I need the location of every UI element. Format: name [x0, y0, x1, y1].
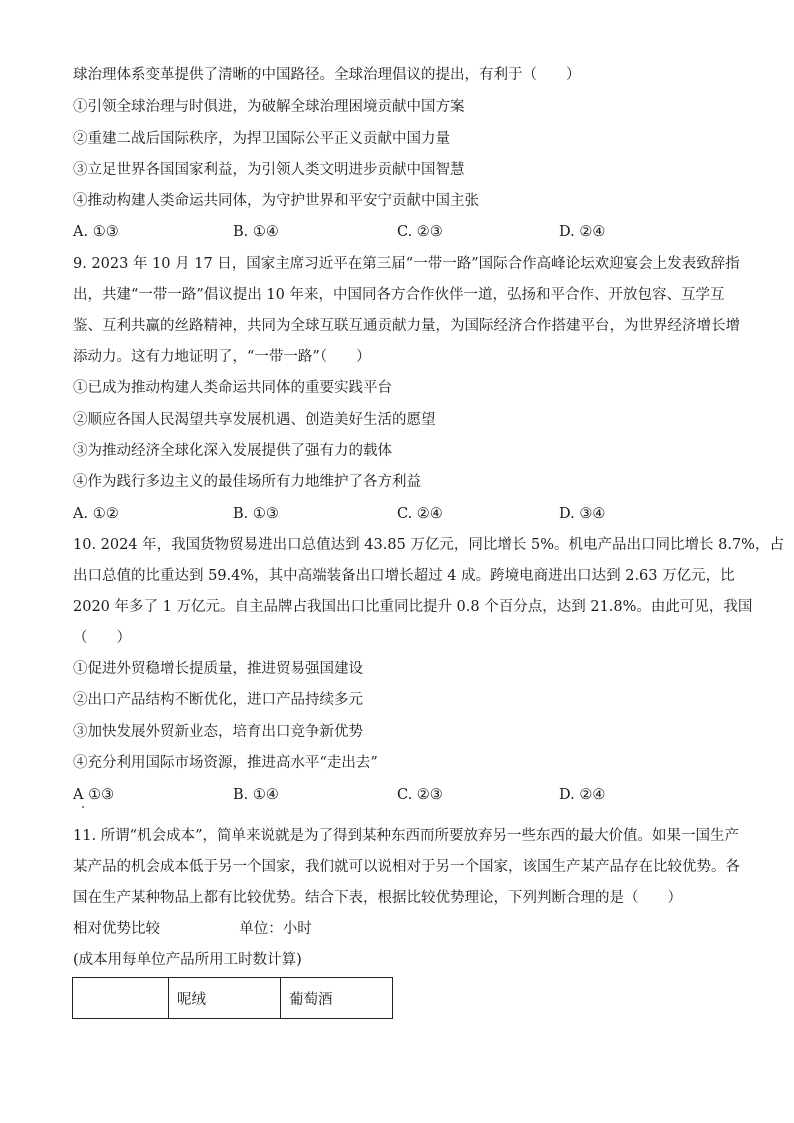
- table-unit: 单位：小时: [239, 921, 312, 937]
- q9-option-d[interactable]: D. ③④: [559, 506, 606, 522]
- q8-item-1: ①引领全球治理与时俱进，为破解全球治理困境贡献中国方案: [73, 99, 465, 115]
- q10-option-a[interactable]: A ①③: [73, 787, 115, 803]
- q10-stem-line-2: 出口总值的比重达到 59.4%，其中高端装备出口增长超过 4 成。跨境电商进出口达到 2.63 万亿元，比: [73, 568, 735, 584]
- table-title: 相对优势比较: [73, 921, 160, 937]
- table-header-cell: [73, 978, 169, 1019]
- q8-option-d[interactable]: D. ②④: [559, 224, 606, 240]
- q9-stem-line-1: 9. 2023 年 10 月 17 日，国家主席习近平在第三届“一带一路”国际合作高峰论坛欢迎宴会上发表致辞指: [73, 256, 740, 272]
- q8-option-c[interactable]: C. ②③: [397, 224, 443, 240]
- q9-item-1: ①已成为推动构建人类命运共同体的重要实践平台: [73, 380, 392, 396]
- q11-stem-line-1: 11. 所谓“机会成本”，简单来说就是为了得到某种东西而所要放弃另一些东西的最大价值。如果一国生产: [73, 828, 739, 844]
- q11-stem-line-2: 某产品的机会成本低于另一个国家，我们就可以说相对于另一个国家，该国生产某产品存在比较优势。各: [73, 859, 740, 875]
- q9-item-2: ②顺应各国人民渴望共享发展机遇、创造美好生活的愿望: [73, 412, 436, 428]
- q9-option-b[interactable]: B. ①③: [233, 506, 279, 522]
- q8-stem-tail: 球治理体系变革提供了清晰的中国路径。全球治理倡议的提出，有利于（ ）: [73, 67, 581, 83]
- q11-stem-line-3: 国在生产某种物品上都有比较优势。结合下表，根据比较优势理论，下列判断合理的是（ ）: [73, 890, 682, 906]
- table-header-cell: 葡萄酒: [281, 978, 393, 1019]
- q10-option-d[interactable]: D. ②④: [559, 787, 606, 803]
- q9-item-4: ④作为践行多边主义的最佳场所有力地维护了各方利益: [73, 474, 421, 490]
- q8-option-a[interactable]: A. ①③: [73, 224, 119, 240]
- q10-option-b[interactable]: B. ①④: [233, 787, 279, 803]
- q9-option-c[interactable]: C. ②④: [397, 506, 443, 522]
- q8-option-b[interactable]: B. ①④: [233, 224, 279, 240]
- stray-mark: [82, 806, 84, 808]
- q10-stem-line-1: 10. 2024 年，我国货物贸易进出口总值达到 43.85 万亿元，同比增长 5%。机电产品出口同比增长 8.7%，占: [73, 537, 784, 553]
- q9-options: [73, 504, 723, 524]
- q10-stem-line-3: 2020 年多了 1 万亿元。自主品牌占我国出口比重同比提升 0.8 个百分点，达到 21.8%。由此可见，我国: [73, 599, 753, 615]
- q8-options: [73, 222, 723, 242]
- q10-item-2: ②出口产品结构不断优化，进口产品持续多元: [73, 692, 363, 708]
- q8-item-2: ②重建二战后国际秩序，为捍卫国际公平正义贡献中国力量: [73, 131, 450, 147]
- q11-table-title: [73, 919, 312, 939]
- q8-item-3: ③立足世界各国国家利益，为引领人类文明进步贡献中国智慧: [73, 162, 465, 178]
- q10-item-1: ①促进外贸稳增长提质量，推进贸易强国建设: [73, 661, 363, 677]
- q9-stem-line-3: 鉴、互利共赢的丝路精神，共同为全球互联互通贡献力量，为国际经济合作搭建平台，为世界经济增长增: [73, 318, 740, 334]
- q8-item-4: ④推动构建人类命运共同体，为守护世界和平安宁贡献中国主张: [73, 193, 479, 209]
- q11-table-note: (成本用每单位产品所用工时数计算): [73, 952, 302, 968]
- q9-option-a[interactable]: A. ①②: [73, 506, 119, 522]
- q9-item-3: ③为推动经济全球化深入发展提供了强有力的载体: [73, 443, 392, 459]
- comparison-table: [72, 977, 393, 1019]
- q9-stem-line-2: 出，共建“一带一路”倡议提出 10 年来，中国同各方合作伙伴一道，弘扬和平合作、开放包容、互学互: [73, 287, 725, 303]
- table-header-row: [73, 978, 393, 1019]
- q10-option-c[interactable]: C. ②③: [397, 787, 443, 803]
- q10-item-4: ④充分利用国际市场资源，推进高水平“走出去”: [73, 755, 378, 771]
- q9-stem-line-4: 添动力。这有力地证明了，“一带一路”（ ）: [73, 349, 371, 365]
- table-header-cell: 呢绒: [169, 978, 281, 1019]
- q10-item-3: ③加快发展外贸新业态，培育出口竞争新优势: [73, 724, 363, 740]
- q10-options: [73, 785, 723, 805]
- q10-stem-line-4: （ ）: [73, 630, 131, 646]
